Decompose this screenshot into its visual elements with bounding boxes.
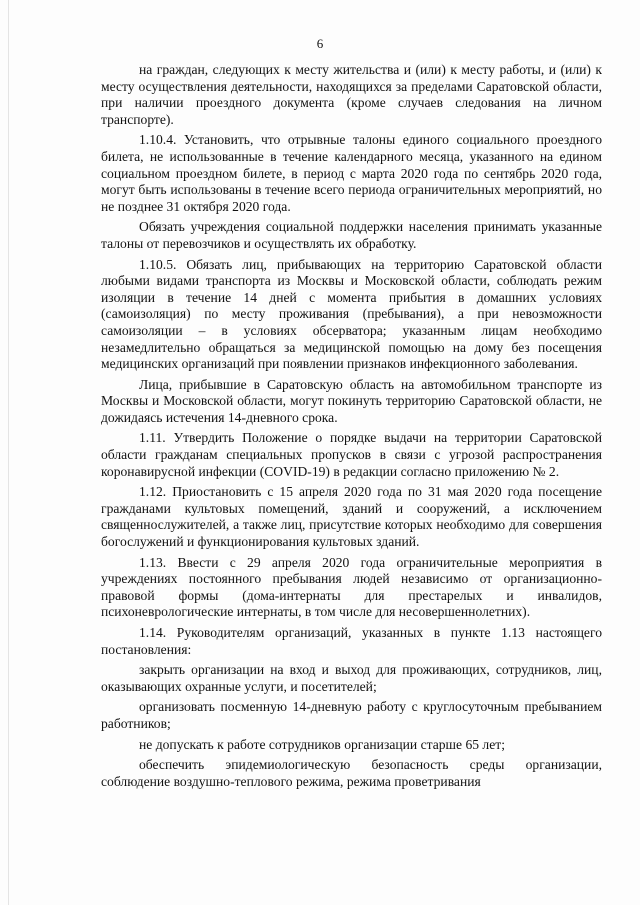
paragraph-close-organizations: закрыть организации на вход и выход для проживающих, сотрудников, лиц, оказывающих охранные услуги, и посетителей; <box>101 662 602 694</box>
paragraph-1-14: 1.14. Руководителям организаций, указанных в пункте 1.13 настоящего постановления: <box>101 625 602 657</box>
document-body <box>101 62 602 794</box>
paragraph-1-10-5: 1.10.5. Обязать лиц, прибывающих на территорию Саратовской области любыми видами транспорта из Москвы и Московской области, соблюдать режим изоляции в течение 14 дней с момента прибытия в домашних условиях (самоизоляция) по месту проживания (пребывания), а при невозможности самоизоляции – в условиях обсерватора; указанным лицам необходимо незамедлительно обращаться за медицинской помощью на дому без посещения медицинских организаций при появлении признаков инфекционного заболевания. <box>101 256 602 372</box>
paragraph-continuation: на граждан, следующих к месту жительства и (или) к месту работы, и (или) к месту осуществления деятельности, находящихся за пределами Саратовской области, при наличии проездного документа (кроме случаев следования на личном транспорте). <box>101 62 602 127</box>
paragraph-1-12: 1.12. Приостановить с 15 апреля 2020 года по 31 мая 2020 года посещение гражданами культовых помещений, зданий и сооружений, а исключением священнослужителей, а также лиц, присутствие которых необходимо для совершения богослужений и функционирования культовых зданий. <box>101 484 602 550</box>
paragraph-1-11: 1.11. Утвердить Положение о порядке выдачи на территории Саратовской области гражданам специальных пропусков в связи с угрозой распространения коронавирусной инфекции (COVID-19) в редакции согласно приложению № 2. <box>101 430 602 479</box>
paragraph-shift-work: организовать посменную 14-дневную работу с круглосуточным пребыванием работников; <box>101 699 602 731</box>
paragraph-age-limit: не допускать к работе сотрудников организации старше 65 лет; <box>139 736 505 752</box>
paragraph-car-transport: Лица, прибывшие в Саратовскую область на автомобильном транспорте из Москвы и Московской области, могут покинуть территорию Саратовской области, не дожидаясь истечения 14-дневного срока. <box>101 376 602 425</box>
paragraph-1-13: 1.13. Ввести с 29 апреля 2020 года ограничительные мероприятия в учреждениях постоянного пребывания людей независимо от организационно-правовой формы (дома-интернаты для престарелых и инвалидов, психоневрологические интернаты, в том числе для несовершеннолетних). <box>101 554 602 620</box>
page-number: 6 <box>316 36 324 51</box>
paragraph-epidemiological-safety: обеспечить эпидемиологическую безопасность среды организации, соблюдение воздушно-теплового режима, режима проветривания <box>101 757 602 789</box>
paragraph-1-10-4: 1.10.4. Установить, что отрывные талоны единого социального проездного билета, не использованные в течение календарного месяца, указанного на едином социальном проездном билете, в период с марта 2020 года по сентябрь 2020 года, могут быть использованы в течение всего периода ограничительных мероприятий, но не позднее 31 октября 2020 года. <box>101 132 602 214</box>
scan-edge <box>8 0 9 905</box>
paragraph-social-support: Обязать учреждения социальной поддержки населения принимать указанные талоны от перевозчиков и осуществлять их обработку. <box>101 219 602 251</box>
